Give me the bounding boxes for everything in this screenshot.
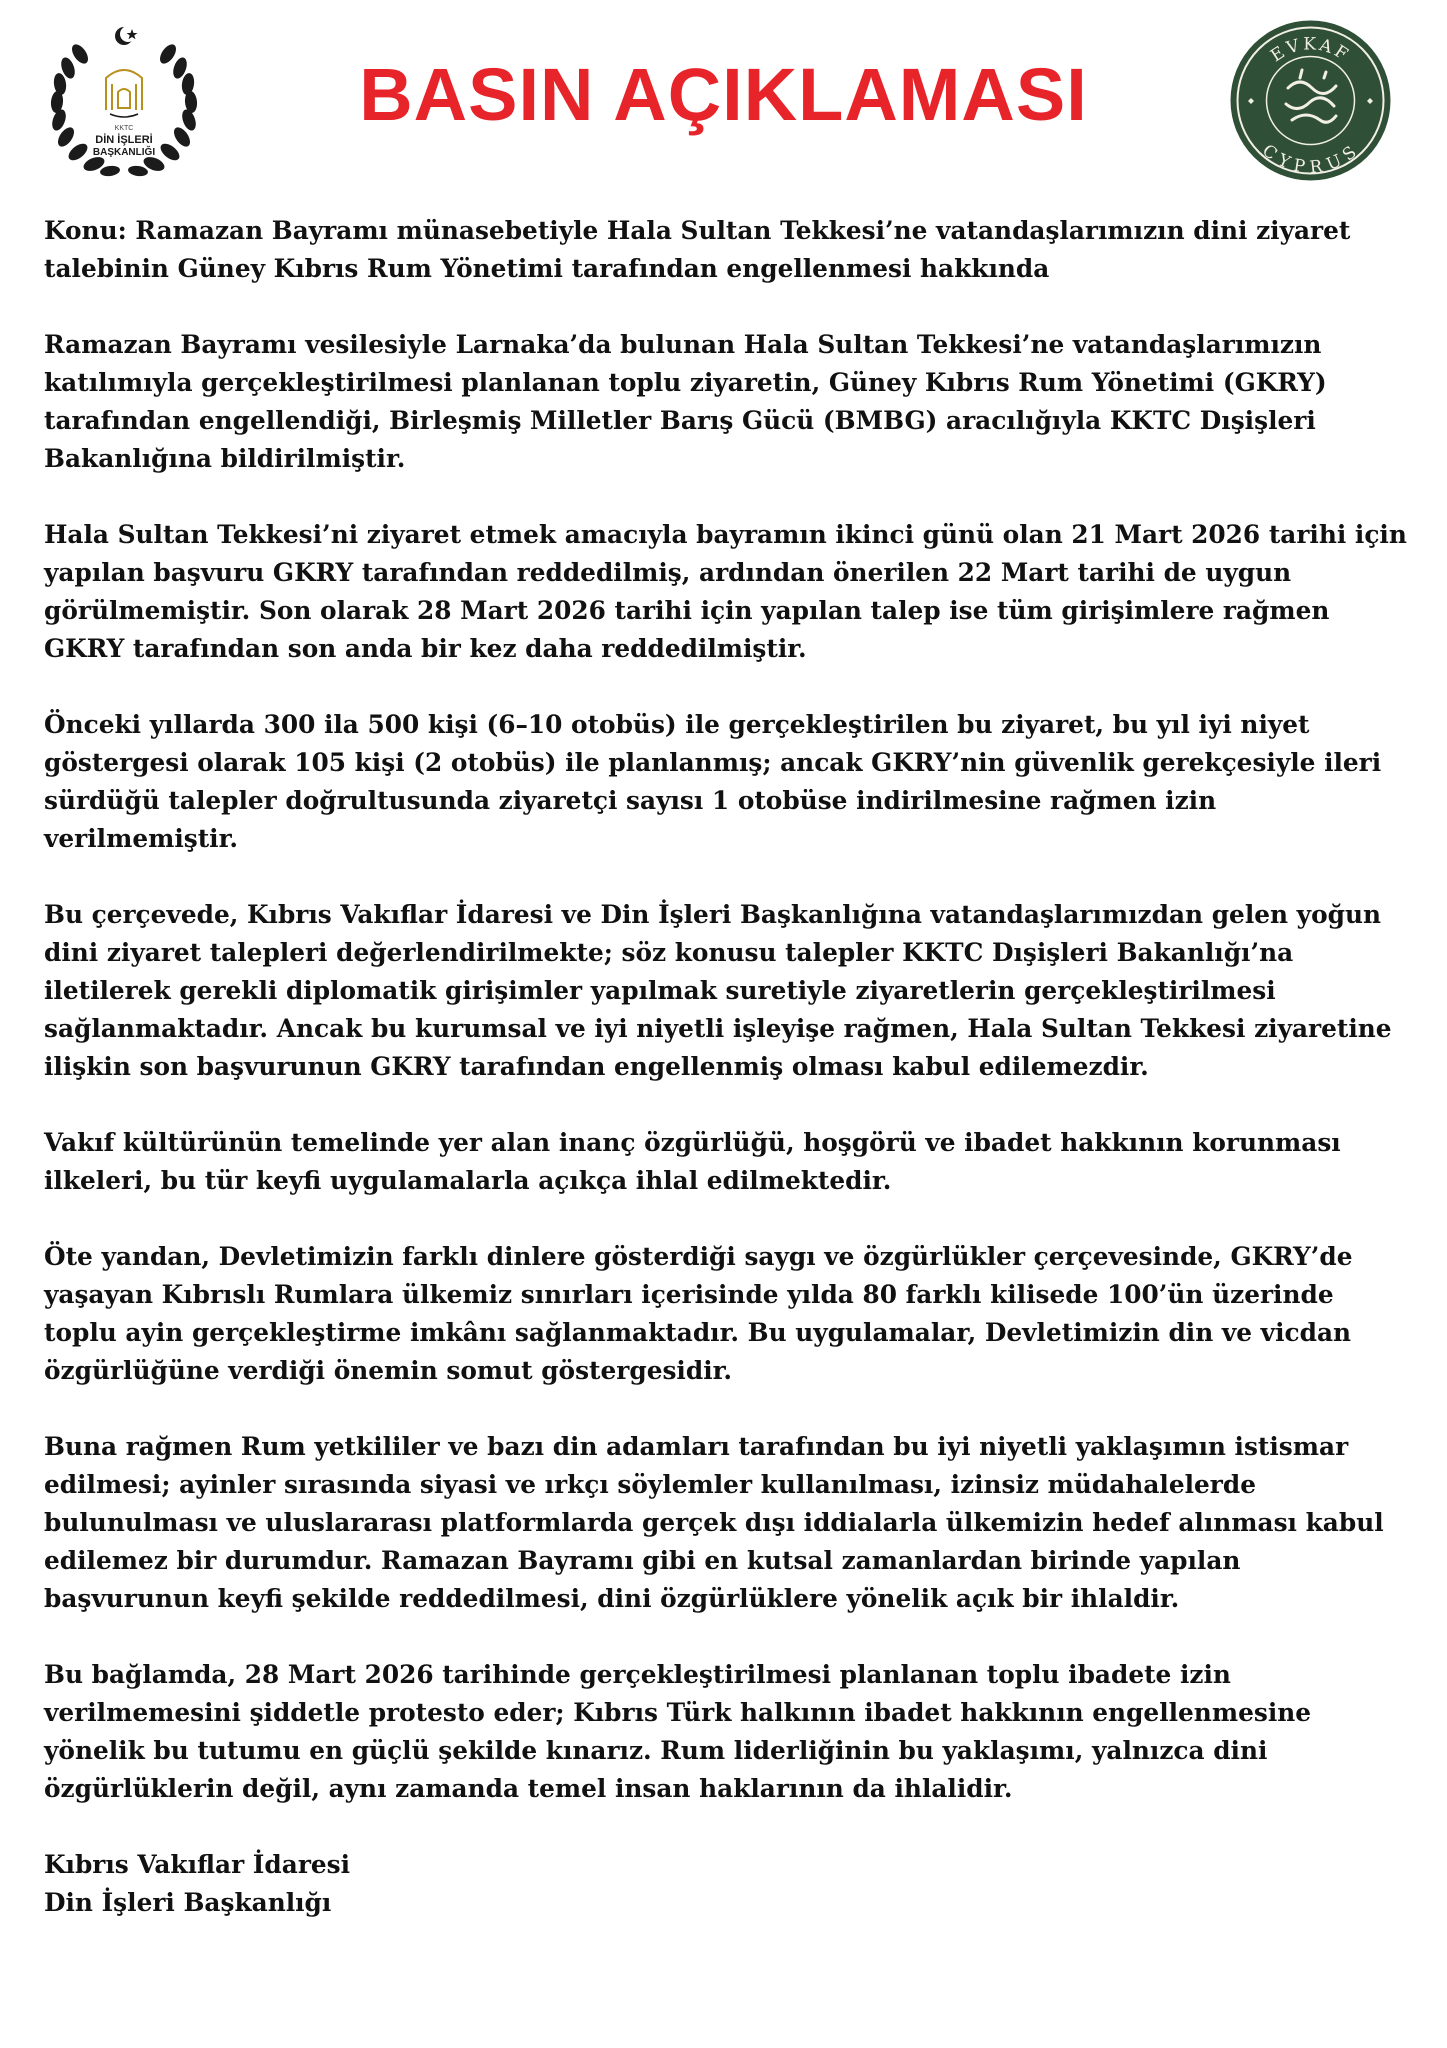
paragraph: Bu çerçevede, Kıbrıs Vakıflar İdaresi ve Din İşleri Başkanlığına vatandaşlarımızdan gelen yoğun dini ziyaret talepleri değerlendirilmekte; söz konusu talepler KKTC Dışişleri Bakanlığı’na iletilerek gerekli diplomatik girişimler yapılmak suretiyle ziyaretlerin gerçekleştirilmesi sağlanmaktadır. Ancak bu kurumsal ve iyi niyetli işleyişe rağmen, Hala Sultan Tekkesi ziyaretine ilişkin son başvurunun GKRY tarafından engellenmiş olması kabul edilemezdir. (44, 900, 1392, 1081)
paragraph: Buna rağmen Rum yetkililer ve bazı din adamları tarafından bu iyi niyetli yaklaşımın istismar edilmesi; ayinler sırasında siyasi ve ırkçı söylemler kullanılması, izinsiz müdahalelerde bulunulması ve uluslararası platformlarda gerçek dışı iddialarla ülkemizin hedef alınması kabul edilemez bir durumdur. Ramazan Bayramı gibi en kutsal zamanlardan birinde yapılan başvurunun keyfi şekilde reddedilmesi, dini özgürlüklere yönelik açık bir ihlaldir. (44, 1432, 1384, 1613)
evkaf-seal-icon (1228, 18, 1393, 183)
press-release-body (44, 212, 1414, 1922)
paragraph: Ramazan Bayramı vesilesiyle Larnaka’da bulunan Hala Sultan Tekkesi’ne vatandaşlarımızın katılımıyla gerçekleştirilmesi planlanan toplu ziyaretin, Güney Kıbrıs Rum Yönetimi (GKRY) tarafından engellendiği, Birleşmiş Milletler Barış Gücü (BMBG) aracılığıyla KKTC Dışişleri Bakanlığına bildirilmiştir. (44, 330, 1327, 473)
paragraph: Bu bağlamda, 28 Mart 2026 tarihinde gerçekleştirilmesi planlanan toplu ibadete izin verilmemesini şiddetle protesto eder; Kıbrıs Türk halkının ibadet hakkının engellenmesine yönelik bu tutumu en güçlü şekilde kınarız. Rum liderliğinin bu yaklaşımı, yalnızca dini özgürlüklerin değil, aynı zamanda temel insan haklarının da ihlalidir. (44, 1660, 1312, 1803)
page-title: BASIN AÇIKLAMASI (359, 53, 1088, 136)
signature-line-2: Din İşleri Başkanlığı (44, 1888, 332, 1917)
emblem-line1: DİN İŞLERİ (95, 134, 153, 146)
paragraph: Hala Sultan Tekkesi’ni ziyaret etmek amacıyla bayramın ikinci günü olan 21 Mart 2026 tarihi için yapılan başvuru GKRY tarafından reddedilmiş, ardından önerilen 22 Mart tarihi de uygun görülmemiştir. Son olarak 28 Mart 2026 tarihi için yapılan talep ise tüm girişimlere rağmen GKRY tarafından son anda bir kez daha reddedilmiştir. (44, 520, 1407, 663)
paragraph: Öte yandan, Devletimizin farklı dinlere gösterdiği saygı ve özgürlükler çerçevesinde, GKRY’de yaşayan Kıbrıslı Rumlara ülkemiz sınırları içerisinde yılda 80 farklı kilisede 100’ün üzerinde toplu ayin gerçekleştirme imkânı sağlanmaktadır. Bu uygulamalar, Devletimizin din ve vicdan özgürlüğüne verdiği önemin somut göstergesidir. (44, 1242, 1353, 1385)
subject-line: Konu: Ramazan Bayramı münasebetiyle Hala Sultan Tekkesi’ne vatandaşlarımızın dini ziyaret talebinin Güney Kıbrıs Rum Yönetimi tarafından engellenmesi hakkında (44, 216, 1351, 283)
signature-line-1: Kıbrıs Vakıflar İdaresi (44, 1850, 351, 1879)
letterhead (0, 0, 1447, 190)
seal-top-text: EVKAF (1267, 34, 1354, 67)
paragraph: Vakıf kültürünün temelinde yer alan inanç özgürlüğü, hoşgörü ve ibadet hakkının korunması ilkeleri, bu tür keyfi uygulamalarla açıkça ihlal edilmektedir. (44, 1128, 1341, 1195)
signature-block (44, 1846, 1414, 1922)
emblem-small-text: KKTC (114, 125, 134, 132)
emblem-line2: BAŞKANLIĞI (92, 147, 156, 158)
paragraph: Önceki yıllarda 300 ila 500 kişi (6–10 otobüs) ile gerçekleştirilen bu ziyaret, bu yıl iyi niyet göstergesi olarak 105 kişi (2 otobüs) ile planlanmış; ancak GKRY’nin güvenlik gerekçesiyle ileri sürdüğü talepler doğrultusunda ziyaretçi sayısı 1 otobüse indirilmesine rağmen izin verilmemiştir. (44, 710, 1382, 853)
seal-bottom-text: CYPRUS (1258, 140, 1363, 178)
